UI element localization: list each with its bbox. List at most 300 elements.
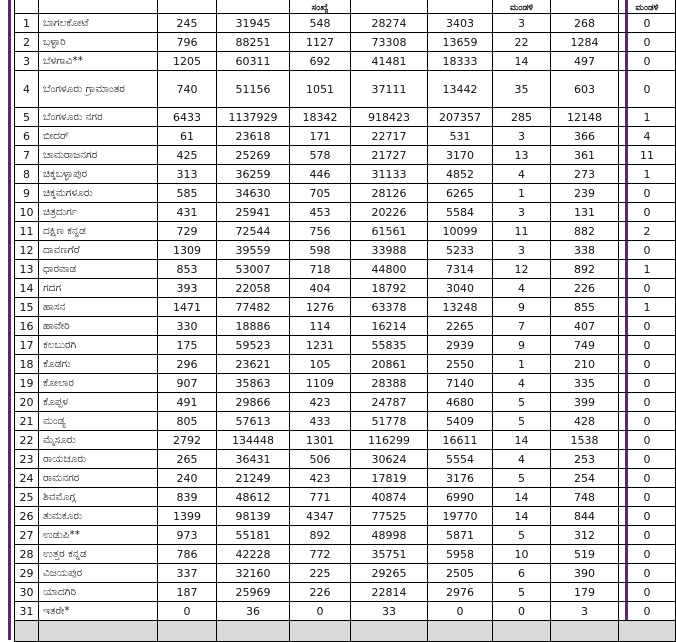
- value-cell: 3: [493, 14, 551, 33]
- value-cell: 116299: [351, 431, 428, 450]
- table-row: [15, 71, 676, 108]
- header-cell: ಮಂಡಳಿ: [619, 0, 676, 14]
- value-cell: 51156: [217, 71, 290, 108]
- district-name-cell: ಕೊಡಗು: [39, 355, 158, 374]
- serial-number-cell: 20: [15, 393, 39, 412]
- value-cell: 28274: [351, 14, 428, 33]
- value-cell: 0: [619, 507, 676, 526]
- value-cell: 0: [619, 241, 676, 260]
- district-name-cell: ಇತರೇ*: [39, 602, 158, 621]
- table-row: [15, 526, 676, 545]
- value-cell: 603: [551, 71, 619, 108]
- value-cell: 1: [493, 355, 551, 374]
- value-cell: 5409: [428, 412, 493, 431]
- value-cell: 4: [493, 279, 551, 298]
- value-cell: 0: [619, 412, 676, 431]
- district-name-cell: ಕಲಬುರಗಿ: [39, 336, 158, 355]
- serial-number-cell: 30: [15, 583, 39, 602]
- table-row: [15, 127, 676, 146]
- value-cell: 361: [551, 146, 619, 165]
- table-row: [15, 336, 676, 355]
- value-cell: 0: [158, 602, 217, 621]
- value-cell: 0: [619, 488, 676, 507]
- value-cell: 4680: [428, 393, 493, 412]
- district-name-cell: ವಿಜಯಪುರ: [39, 564, 158, 583]
- value-cell: 882: [551, 222, 619, 241]
- value-cell: 1: [619, 298, 676, 317]
- value-cell: 19770: [428, 507, 493, 526]
- header-cell: [158, 0, 217, 14]
- table-row: [15, 241, 676, 260]
- district-name-cell: ಬಳ್ಳಾರಿ: [39, 33, 158, 52]
- value-cell: 12148: [551, 108, 619, 127]
- value-cell: 393: [158, 279, 217, 298]
- value-cell: 1276: [290, 298, 351, 317]
- value-cell: 35751: [351, 545, 428, 564]
- value-cell: 740: [158, 71, 217, 108]
- table-row: [15, 165, 676, 184]
- district-name-cell: ಕೋಲಾರ: [39, 374, 158, 393]
- value-cell: 718: [290, 260, 351, 279]
- value-cell: 1309: [158, 241, 217, 260]
- value-cell: 578: [290, 146, 351, 165]
- value-cell: 39559: [217, 241, 290, 260]
- value-cell: 907: [158, 374, 217, 393]
- value-cell: 853: [158, 260, 217, 279]
- serial-number-cell: 9: [15, 184, 39, 203]
- value-cell: 61: [158, 127, 217, 146]
- district-name-cell: ದಕ್ಷಿಣ ಕನ್ನಡ: [39, 222, 158, 241]
- value-cell: 13442: [428, 71, 493, 108]
- value-cell: 273: [551, 165, 619, 184]
- value-cell: 428: [551, 412, 619, 431]
- value-cell: 14: [493, 488, 551, 507]
- serial-number-cell: 23: [15, 450, 39, 469]
- value-cell: 171: [290, 127, 351, 146]
- district-name-cell: ಚಿಕ್ಕಬಳ್ಳಾಪುರ: [39, 165, 158, 184]
- value-cell: 285: [493, 108, 551, 127]
- value-cell: 77482: [217, 298, 290, 317]
- value-cell: 839: [158, 488, 217, 507]
- table-row: [15, 374, 676, 393]
- serial-number-cell: 5: [15, 108, 39, 127]
- value-cell: 29866: [217, 393, 290, 412]
- header-cell: ಸಂಖ್ಯೆ: [290, 0, 351, 14]
- value-cell: 3: [493, 203, 551, 222]
- value-cell: 531: [428, 127, 493, 146]
- value-cell: 1471: [158, 298, 217, 317]
- serial-number-cell: 10: [15, 203, 39, 222]
- serial-number-cell: 26: [15, 507, 39, 526]
- total-cell: [493, 621, 551, 642]
- total-cell: [39, 621, 158, 642]
- serial-number-cell: 29: [15, 564, 39, 583]
- total-cell: [619, 621, 676, 642]
- table-row: [15, 108, 676, 127]
- table-row: [15, 260, 676, 279]
- value-cell: 6433: [158, 108, 217, 127]
- value-cell: 73308: [351, 33, 428, 52]
- value-cell: 10099: [428, 222, 493, 241]
- value-cell: 6: [493, 564, 551, 583]
- value-cell: 5233: [428, 241, 493, 260]
- value-cell: 42228: [217, 545, 290, 564]
- value-cell: 226: [290, 583, 351, 602]
- serial-number-cell: 2: [15, 33, 39, 52]
- value-cell: 3040: [428, 279, 493, 298]
- value-cell: 268: [551, 14, 619, 33]
- value-cell: 4: [493, 374, 551, 393]
- value-cell: 0: [619, 374, 676, 393]
- table-row: [15, 279, 676, 298]
- district-name-cell: ಮೈಸೂರು: [39, 431, 158, 450]
- value-cell: 404: [290, 279, 351, 298]
- district-name-cell: ಚಿತ್ರದುರ್ಗ: [39, 203, 158, 222]
- value-cell: 36259: [217, 165, 290, 184]
- value-cell: 0: [619, 450, 676, 469]
- value-cell: 18342: [290, 108, 351, 127]
- value-cell: 844: [551, 507, 619, 526]
- value-cell: 4852: [428, 165, 493, 184]
- table-row: [15, 203, 676, 222]
- value-cell: 36431: [217, 450, 290, 469]
- value-cell: 399: [551, 393, 619, 412]
- value-cell: 21727: [351, 146, 428, 165]
- value-cell: 729: [158, 222, 217, 241]
- value-cell: 0: [428, 602, 493, 621]
- value-cell: 25269: [217, 146, 290, 165]
- table-row: [15, 184, 676, 203]
- value-cell: 771: [290, 488, 351, 507]
- value-cell: 296: [158, 355, 217, 374]
- header-cell: ಮಂಡಳಿ: [493, 0, 551, 14]
- serial-number-cell: 6: [15, 127, 39, 146]
- value-cell: 105: [290, 355, 351, 374]
- value-cell: 187: [158, 583, 217, 602]
- value-cell: 433: [290, 412, 351, 431]
- value-cell: 0: [619, 14, 676, 33]
- value-cell: 0: [290, 602, 351, 621]
- value-cell: 0: [619, 602, 676, 621]
- value-cell: 40874: [351, 488, 428, 507]
- value-cell: 6990: [428, 488, 493, 507]
- value-cell: 0: [619, 33, 676, 52]
- value-cell: 2505: [428, 564, 493, 583]
- serial-number-cell: 11: [15, 222, 39, 241]
- value-cell: 5958: [428, 545, 493, 564]
- value-cell: 20226: [351, 203, 428, 222]
- table-row: [15, 469, 676, 488]
- table-row: [15, 450, 676, 469]
- table-row: [15, 583, 676, 602]
- value-cell: 18792: [351, 279, 428, 298]
- serial-number-cell: 28: [15, 545, 39, 564]
- value-cell: 0: [619, 52, 676, 71]
- value-cell: 9: [493, 336, 551, 355]
- total-cell: [158, 621, 217, 642]
- value-cell: 226: [551, 279, 619, 298]
- value-cell: 4: [619, 127, 676, 146]
- value-cell: 20861: [351, 355, 428, 374]
- header-cell: [15, 0, 39, 14]
- table-row: [15, 545, 676, 564]
- value-cell: 28388: [351, 374, 428, 393]
- table-row: [15, 146, 676, 165]
- value-cell: 51778: [351, 412, 428, 431]
- value-cell: 18886: [217, 317, 290, 336]
- value-cell: 446: [290, 165, 351, 184]
- value-cell: 7314: [428, 260, 493, 279]
- value-cell: 4: [493, 450, 551, 469]
- value-cell: 855: [551, 298, 619, 317]
- value-cell: 337: [158, 564, 217, 583]
- value-cell: 1538: [551, 431, 619, 450]
- value-cell: 892: [290, 526, 351, 545]
- value-cell: 60311: [217, 52, 290, 71]
- value-cell: 1301: [290, 431, 351, 450]
- value-cell: 585: [158, 184, 217, 203]
- value-cell: 335: [551, 374, 619, 393]
- value-cell: 0: [493, 602, 551, 621]
- district-name-cell: ದಾವಣಗೆರೆ: [39, 241, 158, 260]
- header-cell: [351, 0, 428, 14]
- value-cell: 9: [493, 298, 551, 317]
- value-cell: 1109: [290, 374, 351, 393]
- value-cell: 48612: [217, 488, 290, 507]
- value-cell: 22717: [351, 127, 428, 146]
- serial-number-cell: 18: [15, 355, 39, 374]
- serial-number-cell: 1: [15, 14, 39, 33]
- table-row: [15, 298, 676, 317]
- value-cell: 1127: [290, 33, 351, 52]
- value-cell: 239: [551, 184, 619, 203]
- value-cell: 0: [619, 393, 676, 412]
- value-cell: 5871: [428, 526, 493, 545]
- serial-number-cell: 12: [15, 241, 39, 260]
- district-name-cell: ಬಾಗಲಕೋಟೆ: [39, 14, 158, 33]
- value-cell: 10: [493, 545, 551, 564]
- value-cell: 3170: [428, 146, 493, 165]
- value-cell: 506: [290, 450, 351, 469]
- value-cell: 366: [551, 127, 619, 146]
- serial-number-cell: 16: [15, 317, 39, 336]
- total-cell: [290, 621, 351, 642]
- value-cell: 210: [551, 355, 619, 374]
- value-cell: 519: [551, 545, 619, 564]
- value-cell: 1: [619, 260, 676, 279]
- value-cell: 0: [619, 184, 676, 203]
- value-cell: 13248: [428, 298, 493, 317]
- table-row: [15, 412, 676, 431]
- table-row: [15, 222, 676, 241]
- value-cell: 22814: [351, 583, 428, 602]
- value-cell: 2792: [158, 431, 217, 450]
- value-cell: 5: [493, 469, 551, 488]
- value-cell: 0: [619, 279, 676, 298]
- value-cell: 2550: [428, 355, 493, 374]
- table-row: [15, 33, 676, 52]
- value-cell: 225: [290, 564, 351, 583]
- value-cell: 431: [158, 203, 217, 222]
- value-cell: 33: [351, 602, 428, 621]
- value-cell: 72544: [217, 222, 290, 241]
- serial-number-cell: 31: [15, 602, 39, 621]
- value-cell: 2939: [428, 336, 493, 355]
- district-name-cell: ಉತ್ತರ ಕನ್ನಡ: [39, 545, 158, 564]
- serial-number-cell: 14: [15, 279, 39, 298]
- value-cell: 61561: [351, 222, 428, 241]
- serial-number-cell: 13: [15, 260, 39, 279]
- value-cell: 17819: [351, 469, 428, 488]
- value-cell: 2265: [428, 317, 493, 336]
- value-cell: 23618: [217, 127, 290, 146]
- value-cell: 25941: [217, 203, 290, 222]
- value-cell: 1205: [158, 52, 217, 71]
- value-cell: 29265: [351, 564, 428, 583]
- table-row: [15, 507, 676, 526]
- value-cell: 423: [290, 469, 351, 488]
- serial-number-cell: 3: [15, 52, 39, 71]
- value-cell: 37111: [351, 71, 428, 108]
- serial-number-cell: 15: [15, 298, 39, 317]
- value-cell: 134448: [217, 431, 290, 450]
- value-cell: 4: [493, 165, 551, 184]
- value-cell: 1051: [290, 71, 351, 108]
- table-row: [15, 14, 676, 33]
- value-cell: 5584: [428, 203, 493, 222]
- total-cell: [551, 621, 619, 642]
- district-name-cell: ಬೆಂಗಳೂರು ಗ್ರಾಮಾಂತರ: [39, 71, 158, 108]
- serial-number-cell: 4: [15, 71, 39, 108]
- value-cell: 55181: [217, 526, 290, 545]
- value-cell: 18333: [428, 52, 493, 71]
- table-row: [15, 317, 676, 336]
- value-cell: 548: [290, 14, 351, 33]
- value-cell: 53007: [217, 260, 290, 279]
- district-name-cell: ಯಾದಗಿರಿ: [39, 583, 158, 602]
- value-cell: 0: [619, 431, 676, 450]
- district-name-cell: ರಾಯಚೂರು: [39, 450, 158, 469]
- value-cell: 5554: [428, 450, 493, 469]
- value-cell: 3: [493, 241, 551, 260]
- value-cell: 16214: [351, 317, 428, 336]
- value-cell: 16611: [428, 431, 493, 450]
- district-name-cell: ರಾಮನಗರ: [39, 469, 158, 488]
- value-cell: 7140: [428, 374, 493, 393]
- value-cell: 13659: [428, 33, 493, 52]
- value-cell: 44800: [351, 260, 428, 279]
- table-row: [15, 431, 676, 450]
- value-cell: 786: [158, 545, 217, 564]
- value-cell: 2: [619, 222, 676, 241]
- value-cell: 5: [493, 526, 551, 545]
- district-name-cell: ಗದಗ: [39, 279, 158, 298]
- value-cell: 772: [290, 545, 351, 564]
- value-cell: 179: [551, 583, 619, 602]
- value-cell: 796: [158, 33, 217, 52]
- value-cell: 35863: [217, 374, 290, 393]
- serial-number-cell: 21: [15, 412, 39, 431]
- value-cell: 692: [290, 52, 351, 71]
- table-row: [15, 355, 676, 374]
- district-name-cell: ಶಿವಮೊಗ್ಗ: [39, 488, 158, 507]
- value-cell: 3403: [428, 14, 493, 33]
- value-cell: 453: [290, 203, 351, 222]
- value-cell: 240: [158, 469, 217, 488]
- district-name-cell: ಬೀದರ್: [39, 127, 158, 146]
- district-name-cell: ಚಾಮರಾಜನಗರ: [39, 146, 158, 165]
- header-cell: [39, 0, 158, 14]
- value-cell: 805: [158, 412, 217, 431]
- value-cell: 497: [551, 52, 619, 71]
- value-cell: 30624: [351, 450, 428, 469]
- value-cell: 36: [217, 602, 290, 621]
- value-cell: 254: [551, 469, 619, 488]
- district-name-cell: ತುಮಕೂರು: [39, 507, 158, 526]
- district-name-cell: ಉಡುಪಿ**: [39, 526, 158, 545]
- value-cell: 5: [493, 393, 551, 412]
- value-cell: 207357: [428, 108, 493, 127]
- table-row: [15, 52, 676, 71]
- value-cell: 330: [158, 317, 217, 336]
- value-cell: 175: [158, 336, 217, 355]
- district-name-cell: ಹಾಸನ: [39, 298, 158, 317]
- value-cell: 918423: [351, 108, 428, 127]
- value-cell: 265: [158, 450, 217, 469]
- value-cell: 12: [493, 260, 551, 279]
- total-cell: [428, 621, 493, 642]
- value-cell: 77525: [351, 507, 428, 526]
- value-cell: 14: [493, 52, 551, 71]
- table-body: [15, 0, 676, 642]
- value-cell: 0: [619, 203, 676, 222]
- value-cell: 0: [619, 469, 676, 488]
- value-cell: 1: [619, 165, 676, 184]
- district-name-cell: ಧಾರವಾಡ: [39, 260, 158, 279]
- value-cell: 1231: [290, 336, 351, 355]
- value-cell: 3: [551, 602, 619, 621]
- value-cell: 59523: [217, 336, 290, 355]
- value-cell: 114: [290, 317, 351, 336]
- value-cell: 2976: [428, 583, 493, 602]
- district-name-cell: ಕೊಪ್ಪಳ: [39, 393, 158, 412]
- value-cell: 756: [290, 222, 351, 241]
- value-cell: 33988: [351, 241, 428, 260]
- serial-number-cell: 27: [15, 526, 39, 545]
- value-cell: 13: [493, 146, 551, 165]
- header-cell: [551, 0, 619, 14]
- district-statistics-table: [14, 0, 676, 642]
- value-cell: 1: [493, 184, 551, 203]
- value-cell: 48998: [351, 526, 428, 545]
- total-row: [15, 621, 676, 642]
- value-cell: 892: [551, 260, 619, 279]
- value-cell: 245: [158, 14, 217, 33]
- value-cell: 88251: [217, 33, 290, 52]
- value-cell: 6265: [428, 184, 493, 203]
- value-cell: 131: [551, 203, 619, 222]
- value-cell: 425: [158, 146, 217, 165]
- value-cell: 98139: [217, 507, 290, 526]
- value-cell: 1137929: [217, 108, 290, 127]
- value-cell: 973: [158, 526, 217, 545]
- value-cell: 34630: [217, 184, 290, 203]
- serial-number-cell: 22: [15, 431, 39, 450]
- value-cell: 28126: [351, 184, 428, 203]
- value-cell: 55835: [351, 336, 428, 355]
- district-name-cell: ಹಾವೇರಿ: [39, 317, 158, 336]
- district-name-cell: ಬೆಂಗಳೂರು ನಗರ: [39, 108, 158, 127]
